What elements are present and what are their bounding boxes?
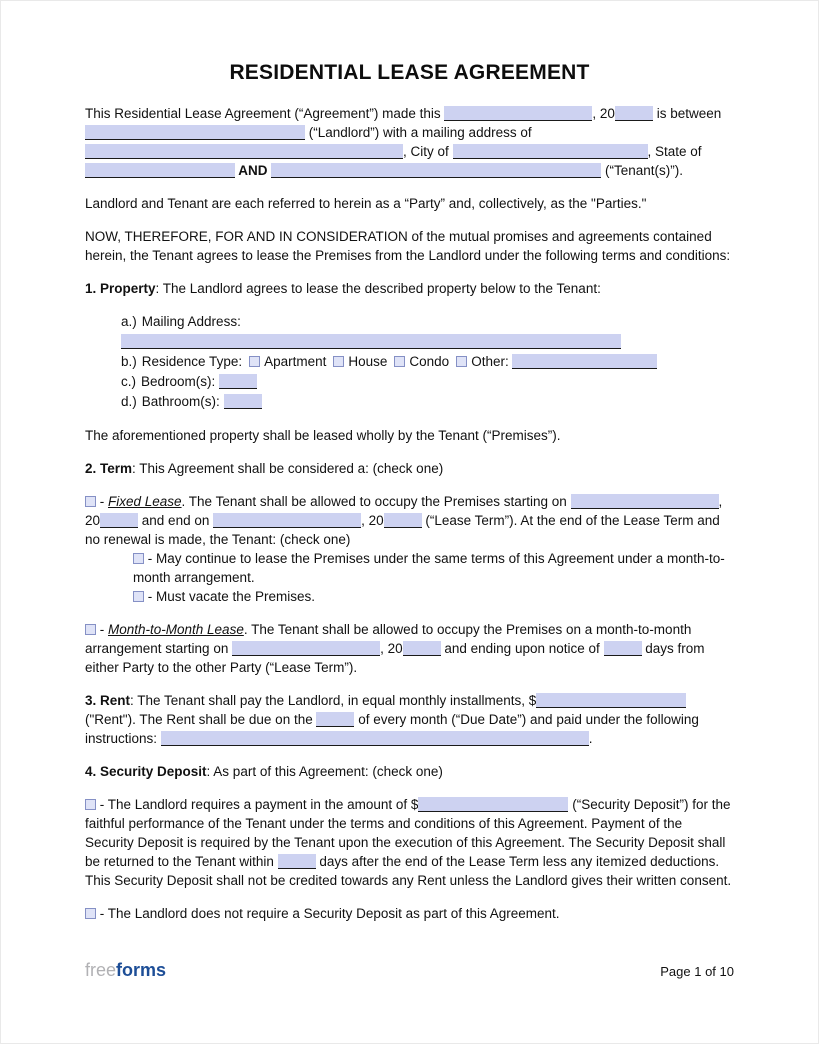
- intro-text-is-between: is between: [652, 106, 722, 121]
- section-2-number: 2. Term: [85, 461, 133, 476]
- page-title: RESIDENTIAL LEASE AGREEMENT: [229, 61, 590, 84]
- month-to-month-paragraph: [85, 620, 734, 677]
- item-a-label: Mailing Address:: [141, 314, 241, 329]
- property-list: [121, 312, 734, 412]
- item-b-label: Residence Type:: [141, 354, 243, 369]
- intro-text-made-this: This Residential Lease Agreement (“Agreement”) made this: [85, 106, 445, 121]
- condo-option-label: Condo: [409, 354, 450, 369]
- landlord-address-field[interactable]: [85, 144, 403, 159]
- rent-text-1: : The Tenant shall pay the Landlord, in equal monthly installments, $: [130, 693, 537, 708]
- page-footer: [85, 959, 734, 981]
- fixed-lease-options: [133, 549, 734, 606]
- fixed-lease-option-vacate: [133, 587, 734, 606]
- property-item-d: [121, 392, 734, 412]
- property-item-c: [121, 372, 734, 392]
- rent-text-2: ("Rent"). The Rent shall be due on the: [85, 712, 317, 727]
- fixed-lease-checkbox[interactable]: [85, 496, 96, 507]
- section-1-number: 1. Property: [85, 281, 156, 296]
- property-item-a: [121, 312, 734, 352]
- logo-free-text: free: [85, 960, 117, 980]
- intro-text-tenant: (“Tenant(s)”).: [601, 163, 684, 178]
- section-1-intro: : The Landlord agrees to lease the described property below to the Tenant:: [155, 281, 601, 296]
- item-b-number: b.): [121, 354, 137, 369]
- rent-text-4: .: [588, 731, 593, 746]
- parties-clause: Landlord and Tenant are each referred to herein as a “Party” and, collectively, as the "Parties.": [85, 196, 647, 211]
- m2m-text-2: , 20: [380, 641, 403, 656]
- intro-text-state-of: , State of: [647, 144, 702, 159]
- intro-text-city-of: , City of: [403, 144, 453, 159]
- house-checkbox[interactable]: [333, 356, 344, 367]
- section-4-deposit-heading: [85, 762, 734, 781]
- vacate-option-label: - Must vacate the Premises.: [144, 589, 316, 604]
- m2m-start-date-field[interactable]: [232, 641, 380, 656]
- fixed-lease-paragraph: [85, 492, 734, 549]
- deposit-required-text-3: days after the end of the Lease Term less any itemized deductions. This Security Deposit shall not be credited towards any Rent unless the Landlord gives their written consent.: [85, 854, 732, 888]
- deposit-required-checkbox[interactable]: [85, 799, 96, 810]
- month-to-month-name: Month-to-Month Lease: [108, 622, 244, 637]
- other-option-label: Other:: [471, 354, 509, 369]
- month-to-month-checkbox[interactable]: [85, 624, 96, 635]
- landlord-city-field[interactable]: [453, 144, 648, 159]
- fixed-lease-text-1: . The Tenant shall be allowed to occupy the Premises starting on: [181, 494, 571, 509]
- intro-text-landlord: (“Landlord”) with a mailing address of: [305, 125, 532, 140]
- agreement-day-field[interactable]: [444, 106, 592, 121]
- property-mailing-address-field[interactable]: [121, 334, 621, 349]
- section-4-number: 4. Security Deposit: [85, 764, 207, 779]
- page-number: Page 1 of 10: [660, 964, 734, 979]
- tenant-names-field[interactable]: [271, 163, 601, 178]
- fixed-lease-text-4: , 20: [361, 513, 384, 528]
- fixed-start-date-field[interactable]: [571, 494, 719, 509]
- item-d-label: Bathroom(s):: [141, 394, 220, 409]
- condo-checkbox[interactable]: [394, 356, 405, 367]
- fixed-end-year-field[interactable]: [384, 513, 422, 528]
- fixed-lease-text-5: (“Lease Term”). At the end of the Lease Term and no renewal is made, the Tenant: (check one): [85, 513, 720, 547]
- property-item-b: [121, 352, 734, 372]
- agreement-year-field[interactable]: [615, 106, 653, 121]
- fixed-lease-text-2: , 20: [85, 494, 723, 528]
- continue-month-to-month-checkbox[interactable]: [133, 553, 144, 564]
- intro-text-comma-20: , 20: [592, 106, 615, 121]
- m2m-text-4: days from either Party to the other Party (“Lease Term”).: [85, 641, 705, 675]
- item-a-number: a.): [121, 314, 137, 329]
- section-3-number: 3. Rent: [85, 693, 131, 708]
- fixed-lease-dash: -: [96, 494, 108, 509]
- other-checkbox[interactable]: [456, 356, 467, 367]
- section-2-term-heading: [85, 459, 734, 478]
- m2m-start-year-field[interactable]: [403, 641, 441, 656]
- residence-other-field[interactable]: [512, 354, 657, 369]
- item-c-label: Bedroom(s):: [141, 374, 216, 389]
- deposit-required-paragraph: [85, 795, 734, 890]
- premises-note: The aforementioned property shall be leased wholly by the Tenant (“Premises”).: [85, 428, 561, 443]
- rent-amount-field[interactable]: [536, 693, 686, 708]
- deposit-required-text-2: (“Security Deposit”) for the faithful performance of the Tenant under the terms and conditions of this Agreement. Payment of the Security Deposit is required by the Tenant upon the execution of this Agreement. The Security Deposit shall be returned to the Tenant within: [85, 797, 731, 869]
- intro-text-and: AND: [235, 163, 272, 178]
- consideration-clause: NOW, THEREFORE, FOR AND IN CONSIDERATION of the mutual promises and agreements contained herein, the Tenant agrees to lease the Premises from the Landlord under the following terms and conditions:: [85, 229, 731, 263]
- bathrooms-field[interactable]: [224, 394, 262, 409]
- intro-paragraph: [85, 104, 734, 180]
- m2m-dash: -: [96, 622, 108, 637]
- deposit-amount-field[interactable]: [418, 797, 568, 812]
- fixed-start-year-field[interactable]: [100, 513, 138, 528]
- rent-text-3: of every month (“Due Date”) and paid under the following instructions:: [85, 712, 699, 746]
- rent-due-day-field[interactable]: [316, 712, 354, 727]
- fixed-lease-name: Fixed Lease: [108, 494, 182, 509]
- section-1-property-heading: [85, 279, 734, 298]
- rent-instructions-field[interactable]: [161, 731, 589, 746]
- deposit-not-required-label: - The Landlord does not require a Security Deposit as part of this Agreement.: [96, 906, 560, 921]
- apartment-checkbox[interactable]: [249, 356, 260, 367]
- freeforms-logo: [85, 959, 166, 981]
- section-4-intro: : As part of this Agreement: (check one): [206, 764, 443, 779]
- must-vacate-checkbox[interactable]: [133, 591, 144, 602]
- apartment-option-label: Apartment: [264, 354, 327, 369]
- landlord-name-field[interactable]: [85, 125, 305, 140]
- fixed-lease-option-continue: [133, 549, 734, 587]
- deposit-return-days-field[interactable]: [278, 854, 316, 869]
- section-2-intro: : This Agreement shall be considered a: (check one): [132, 461, 444, 476]
- item-c-number: c.): [121, 374, 136, 389]
- m2m-text-3: and ending upon notice of: [440, 641, 604, 656]
- deposit-not-required-paragraph: [85, 904, 734, 923]
- item-d-number: d.): [121, 394, 137, 409]
- logo-forms-text: forms: [116, 960, 167, 980]
- landlord-state-field[interactable]: [85, 163, 235, 178]
- m2m-notice-days-field[interactable]: [604, 641, 642, 656]
- continue-option-label: - May continue to lease the Premises under the same terms of this Agreement under a month-to-month arrangement.: [133, 551, 725, 585]
- house-option-label: House: [348, 354, 388, 369]
- rent-paragraph: [85, 691, 734, 748]
- bedrooms-field[interactable]: [219, 374, 257, 389]
- m2m-text-1: . The Tenant shall be allowed to occupy the Premises on a month-to-month arrangement starting on: [85, 622, 692, 656]
- fixed-lease-text-3: and end on: [138, 513, 214, 528]
- deposit-not-required-checkbox[interactable]: [85, 908, 96, 919]
- fixed-end-date-field[interactable]: [213, 513, 361, 528]
- deposit-required-text-1: - The Landlord requires a payment in the amount of $: [96, 797, 419, 812]
